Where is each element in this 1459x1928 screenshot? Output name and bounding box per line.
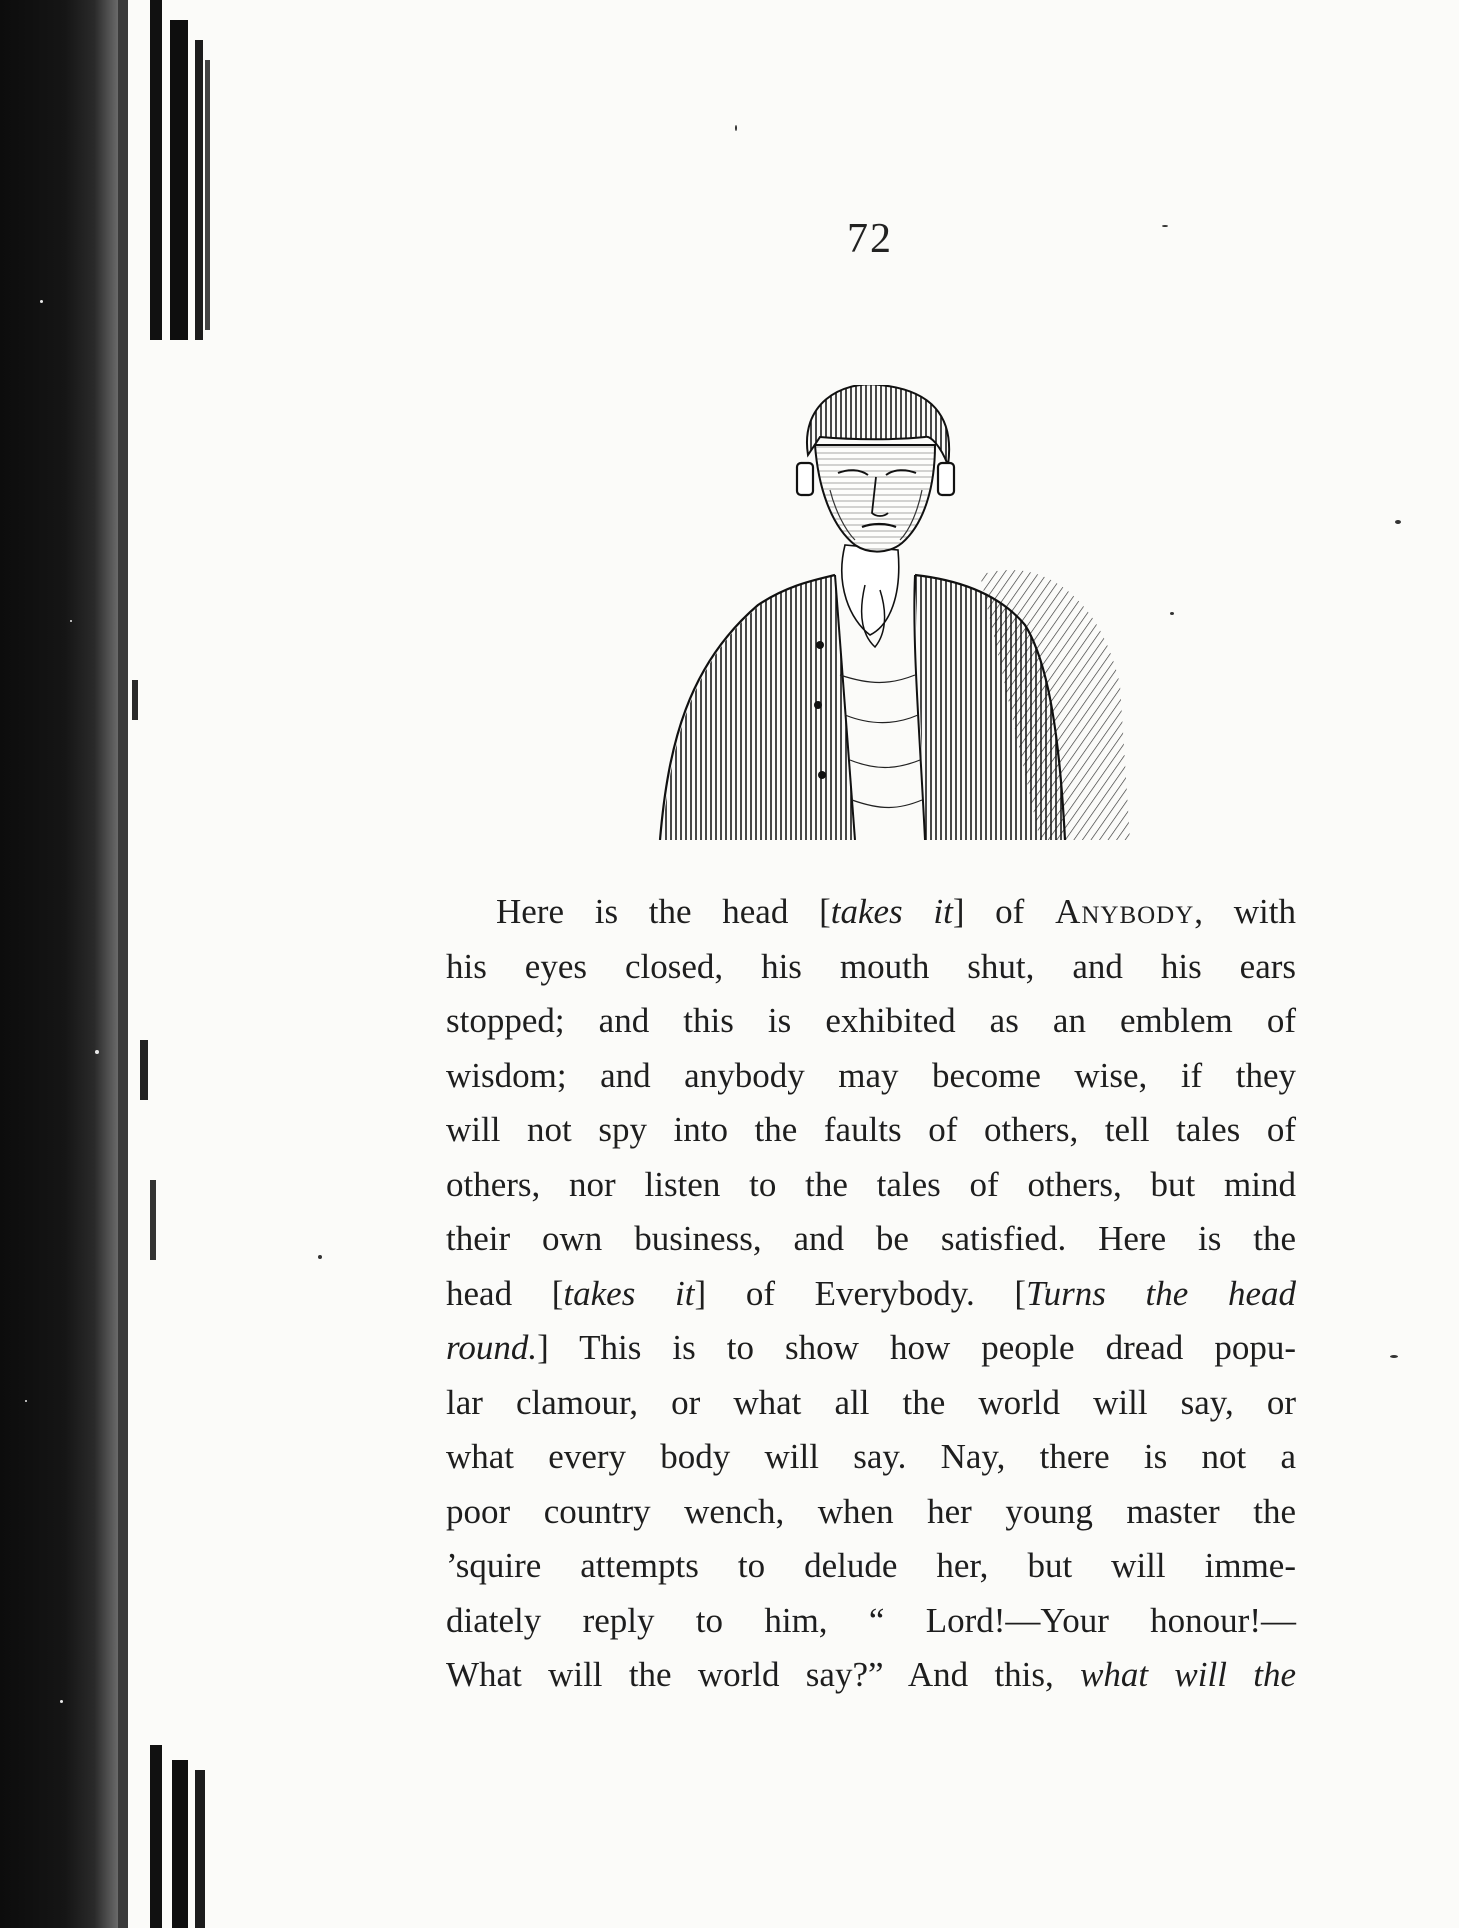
small-caps-text: Anybody (1055, 892, 1195, 931)
text-line (446, 1267, 1296, 1322)
italic-text: what will the (1080, 1655, 1296, 1694)
text-segment: Here is the head (496, 892, 820, 931)
binding-edge (0, 0, 118, 1928)
scan-speck (318, 1255, 322, 1259)
text-line (446, 1430, 1296, 1485)
binding-edge-shadow (118, 0, 128, 1928)
text-segment: [ (819, 892, 831, 931)
italic-text: round. (446, 1328, 538, 1367)
text-line (446, 1321, 1296, 1376)
italic-text: takes it (830, 892, 953, 931)
text-line (446, 1103, 1296, 1158)
scan-speck (735, 125, 737, 131)
text-line (446, 885, 1296, 940)
text-segment: , with (1194, 892, 1296, 931)
scan-speck (1162, 225, 1168, 227)
text-line (446, 1212, 1296, 1267)
text-segment: ] of Everybody. [ (694, 1273, 1027, 1313)
text-segment: diately reply to him, “ Lord!—Your honour!— (446, 1600, 1296, 1640)
binding-mark (140, 1040, 148, 1100)
scan-speck (95, 1050, 99, 1054)
italic-text: takes it (563, 1273, 695, 1313)
text-line (446, 1049, 1296, 1104)
binding-mark (170, 20, 188, 340)
binding-mark (172, 1760, 188, 1928)
engraved-portrait-bust-icon (640, 385, 1140, 840)
text-segment: ] This is to show how people dread popu- (537, 1328, 1296, 1367)
text-segment: What will the world say?” And this, (446, 1655, 1081, 1694)
scan-speck (25, 1400, 27, 1402)
page-number: 72 (847, 216, 893, 262)
binding-mark (195, 40, 203, 340)
text-segment: his eyes closed, his mouth shut, and his ears (446, 946, 1296, 986)
text-line (446, 994, 1296, 1049)
text-segment: others, nor listen to the tales of others, but mind (446, 1164, 1296, 1204)
text-line (446, 1158, 1296, 1213)
text-segment: wisdom; and anybody may become wise, if they (446, 1055, 1296, 1095)
text-line (446, 1485, 1296, 1540)
text-segment: what every body will say. Nay, there is not a (446, 1437, 1296, 1476)
body-text (446, 885, 1296, 1703)
text-segment: stopped; and this is exhibited as an emblem of (446, 1001, 1296, 1040)
text-line (446, 1539, 1296, 1594)
text-line (446, 1594, 1296, 1649)
scan-speck (1395, 520, 1401, 524)
text-segment: ] of (952, 892, 1056, 931)
scan-speck (70, 620, 72, 622)
binding-mark (150, 0, 162, 340)
scan-speck (1390, 1355, 1398, 1358)
text-line (446, 1376, 1296, 1431)
scan-speck (40, 300, 43, 303)
binding-mark (132, 680, 138, 720)
text-segment: their own business, and be satisfied. Here is the (446, 1219, 1296, 1258)
text-segment: lar clamour, or what all the world will say, or (446, 1382, 1296, 1422)
text-segment: head [ (446, 1273, 564, 1313)
text-segment: ’squire attempts to delude her, but will imme- (446, 1546, 1296, 1585)
text-line (446, 940, 1296, 995)
scan-speck (1170, 612, 1174, 615)
text-segment: poor country wench, when her young master the (446, 1491, 1296, 1531)
text-line (446, 1648, 1296, 1703)
binding-mark (205, 60, 210, 330)
binding-mark (150, 1745, 162, 1928)
binding-mark (150, 1180, 156, 1260)
italic-text: Turns the head (1026, 1273, 1297, 1313)
text-segment: will not spy into the faults of others, tell tales of (446, 1110, 1296, 1149)
binding-mark (195, 1770, 205, 1928)
scan-speck (60, 1700, 63, 1703)
